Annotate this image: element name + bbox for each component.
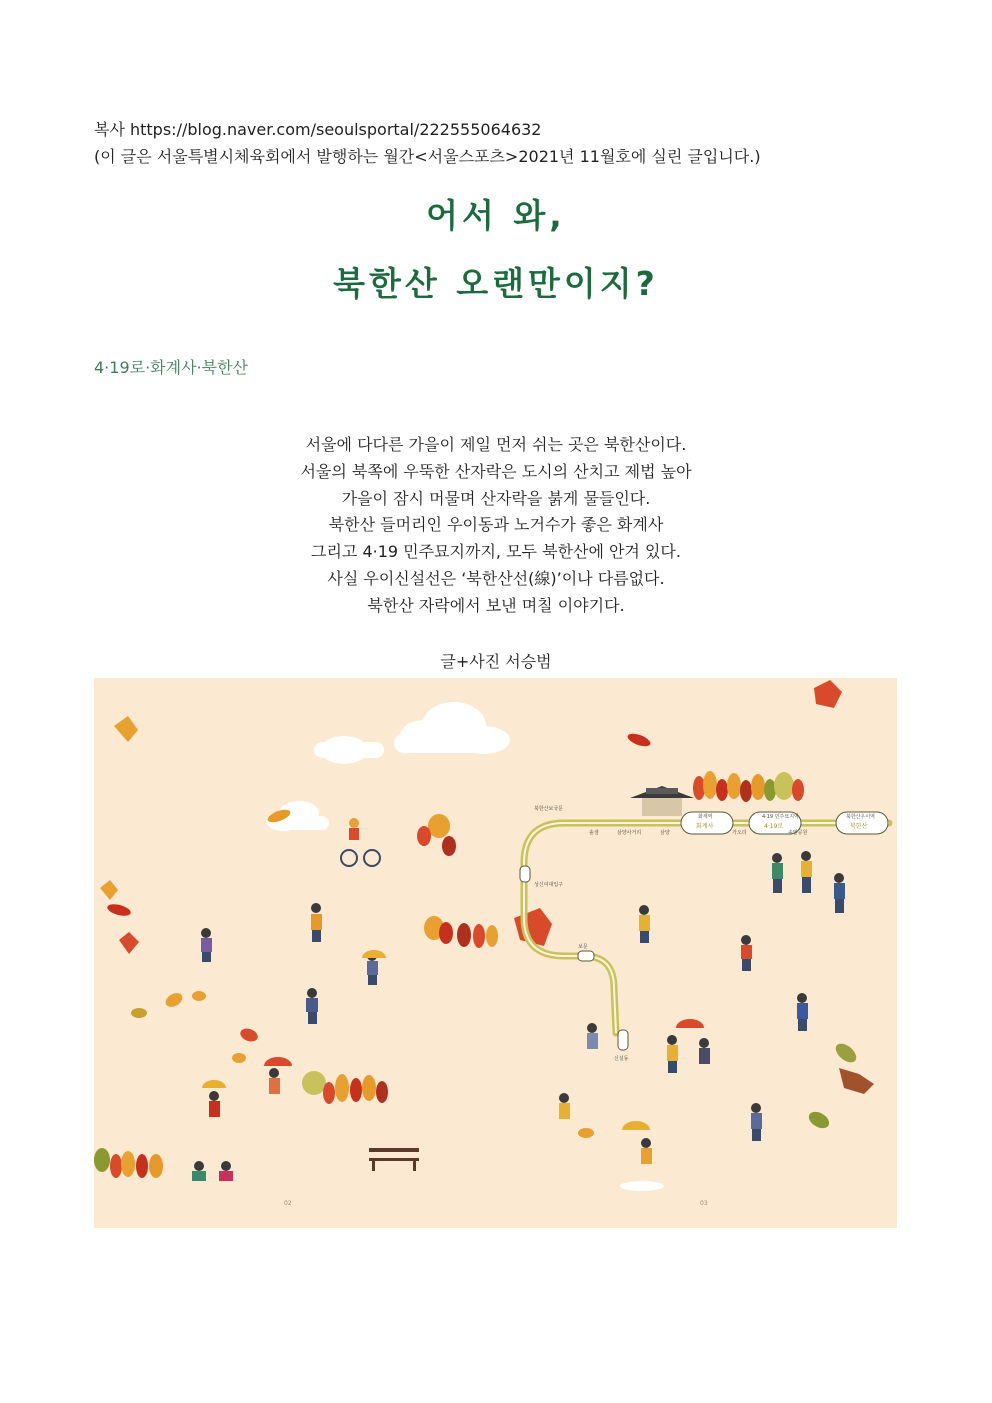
lead-line: 서울에 다다른 가을이 제일 먼저 쉬는 곳은 북한산이다. <box>305 435 687 454</box>
subway-line-inner <box>524 823 889 1033</box>
station-label: 신설동 <box>614 1056 629 1062</box>
station-label: 솔밭공원 <box>788 830 808 836</box>
station-label: 화계역 <box>698 814 713 820</box>
autumn-map-illustration <box>94 678 897 1228</box>
station-badge-label: 북한산 <box>850 823 868 830</box>
puddle-icon <box>620 1181 664 1191</box>
station-label: 삼양 <box>660 830 670 836</box>
bench-icon <box>369 1148 419 1171</box>
byline: 글+사진 서승범 <box>440 652 552 671</box>
tree-cluster-top-right <box>693 771 804 802</box>
page-number-left: 02 <box>284 1200 292 1207</box>
lead-line: 그리고 4·19 민주묘지까지, 모두 북한산에 안겨 있다. <box>311 542 681 562</box>
tree-cluster-center <box>417 814 498 948</box>
cloud-icon <box>314 702 510 764</box>
station-badge-label: 화계사 <box>696 823 714 830</box>
source-publication-line: (이 글은 서울특별시체육회에서 발행하는 월간<서울스포츠>2021년 11월호에 실린 글입니다.) <box>94 147 761 166</box>
station-label: 북한산보국문 <box>534 806 563 812</box>
lead-line: 서울의 북쪽에 우뚝한 산자락은 도시의 산치고 제법 높아 <box>300 461 692 481</box>
station-label: 솔샘 <box>589 830 599 836</box>
station-label: 북한산우이역 <box>846 814 875 820</box>
lead-line: 사실 우이신설선은 ‘북한산선(線)’이나 다름없다. <box>327 568 665 588</box>
lead-paragraph <box>0 432 992 620</box>
station-badge-label: 4·19로 <box>764 823 784 830</box>
people-figures <box>192 818 845 1181</box>
source-note <box>94 116 761 170</box>
station-markers <box>520 812 888 1050</box>
umbrella-icon <box>202 950 704 1130</box>
lead-line: 가을이 잠시 머물며 산자락을 붉게 물들인다. <box>341 488 651 508</box>
lead-line: 북한산 들머리인 우이동과 노거수가 좋은 화계사 <box>328 515 664 535</box>
lead-line: 북한산 자락에서 보낸 며칠 이야기다. <box>367 595 625 615</box>
temple-icon <box>630 786 694 816</box>
tree-cluster-bottom <box>94 1071 388 1178</box>
station-label: 4·19 민주묘지역 <box>762 814 799 820</box>
page-number-right: 03 <box>700 1200 708 1207</box>
station-label: 성신여대입구 <box>534 882 563 888</box>
illustration-drawing <box>94 678 897 1228</box>
title-line-2: 북한산 오랜만이지? <box>333 264 659 303</box>
source-url-line: 복사 https://blog.naver.com/seoulsportal/222555064632 <box>94 120 542 139</box>
station-label: 삼양사거리 <box>617 830 642 836</box>
station-label: 가오리 <box>732 830 747 836</box>
station-label: 보문 <box>578 944 588 950</box>
subway-line <box>524 823 889 1033</box>
title-line-1: 어서 와, <box>426 196 566 235</box>
route-subtitle: 4·19로·화계사·북한산 <box>94 358 248 377</box>
station-labels <box>534 805 875 1062</box>
